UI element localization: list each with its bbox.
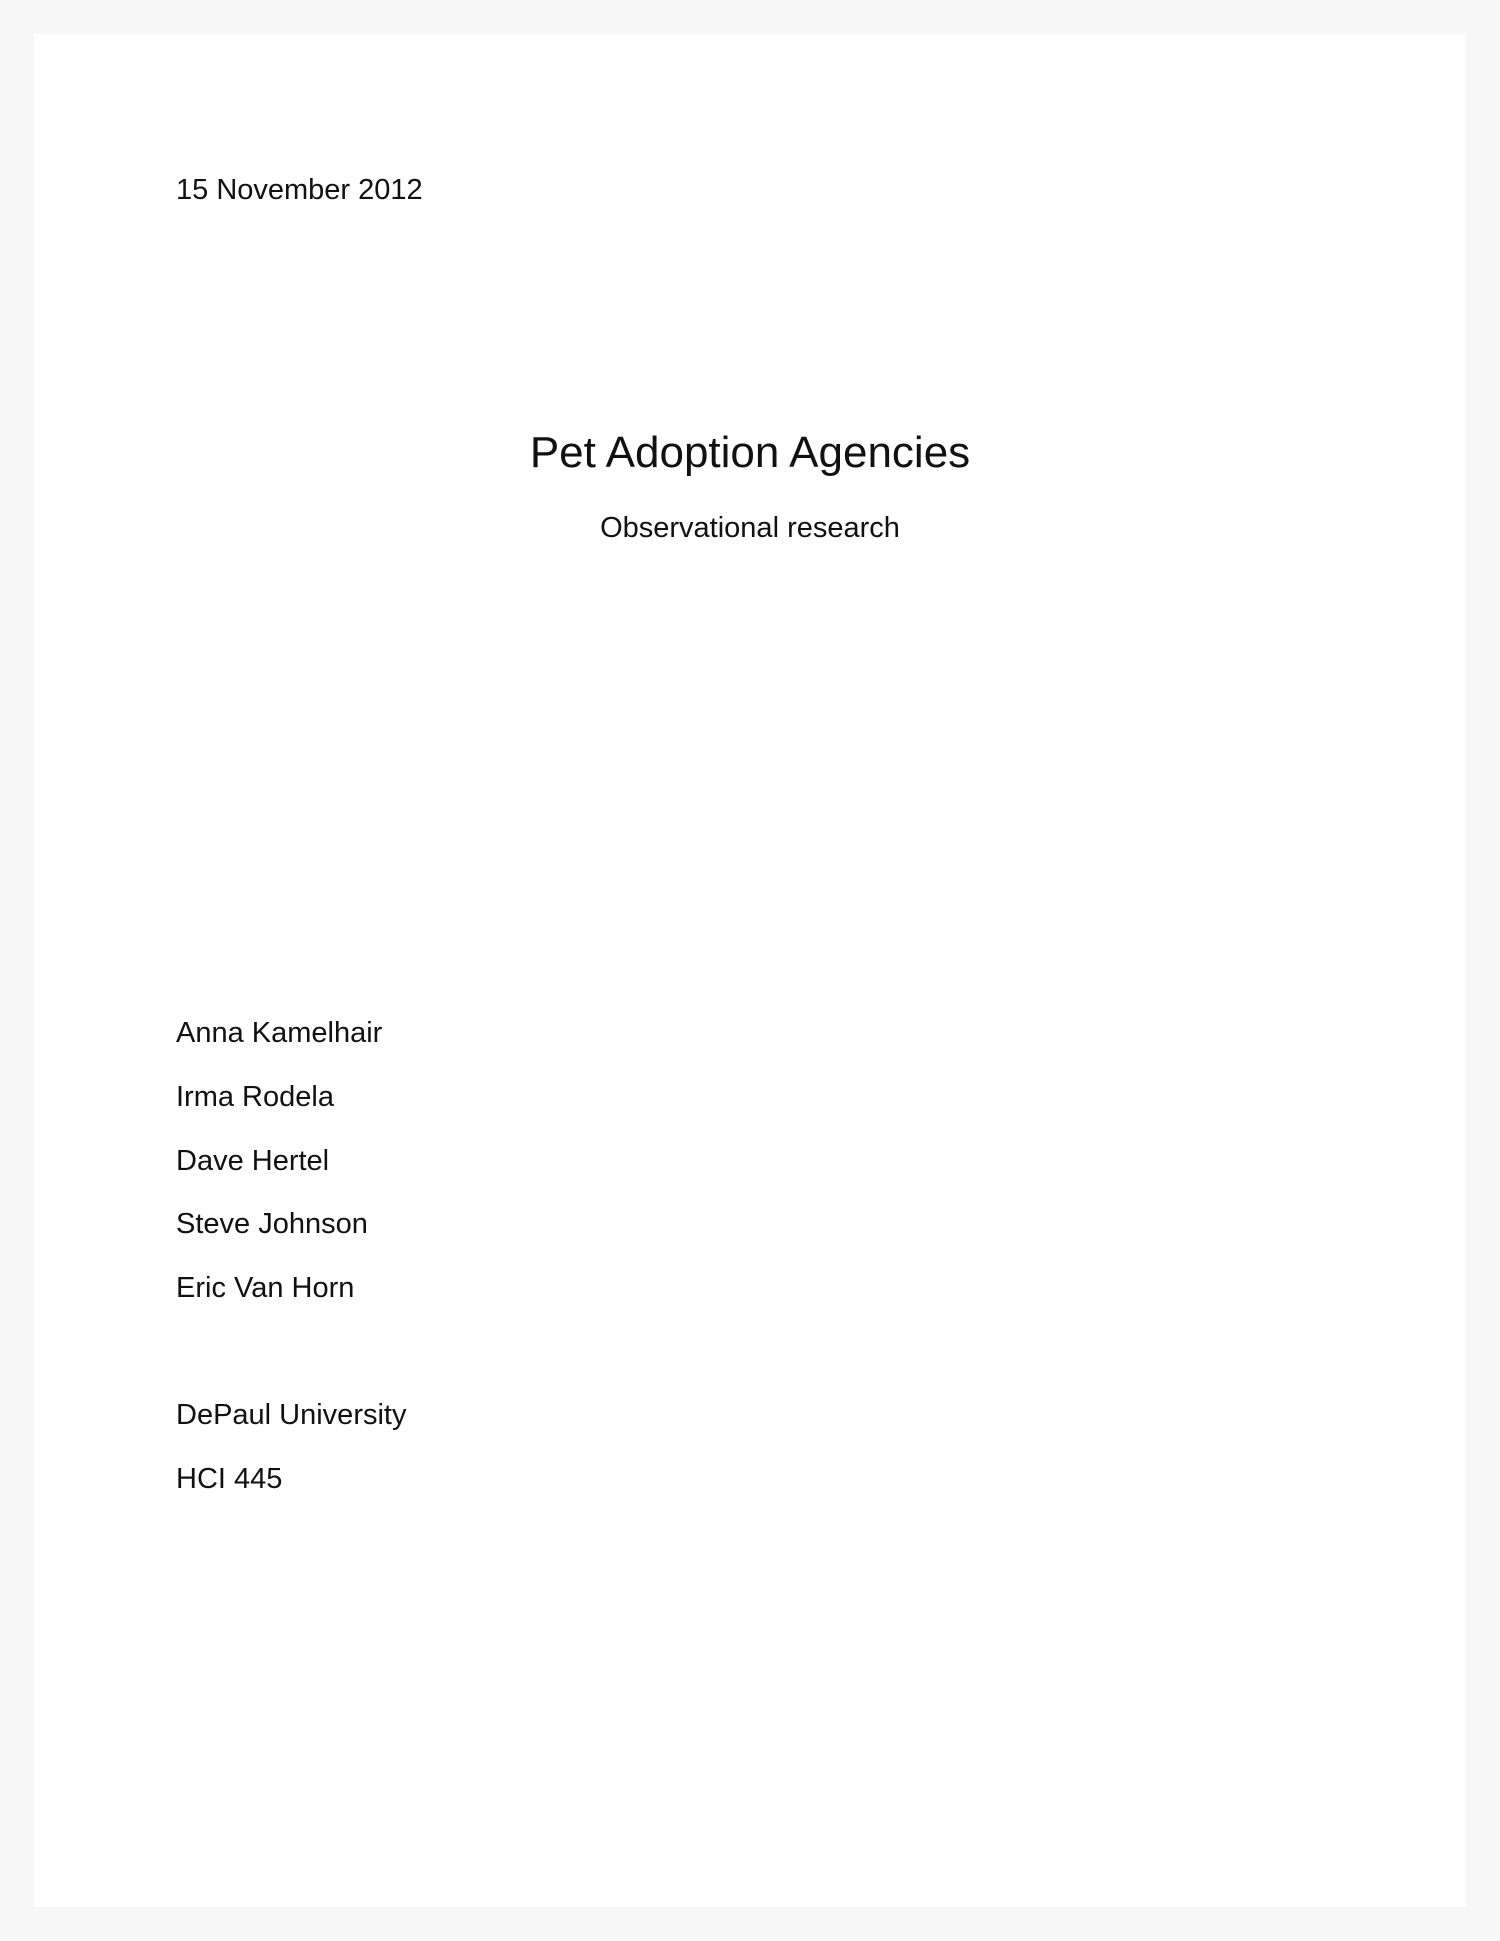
- author-name: Irma Rodela: [176, 1081, 334, 1113]
- author-name: Eric Van Horn: [176, 1272, 355, 1304]
- document-title: Pet Adoption Agencies: [529, 428, 971, 477]
- author-name: Steve Johnson: [176, 1208, 368, 1240]
- course-code: HCI 445: [176, 1463, 283, 1495]
- document-subtitle: Observational research: [600, 512, 900, 544]
- author-name: Anna Kamelhair: [176, 1017, 383, 1049]
- institution-name: DePaul University: [176, 1399, 407, 1431]
- document-page: [34, 34, 1466, 1907]
- author-name: Dave Hertel: [176, 1145, 330, 1177]
- document-date: 15 November 2012: [176, 174, 423, 206]
